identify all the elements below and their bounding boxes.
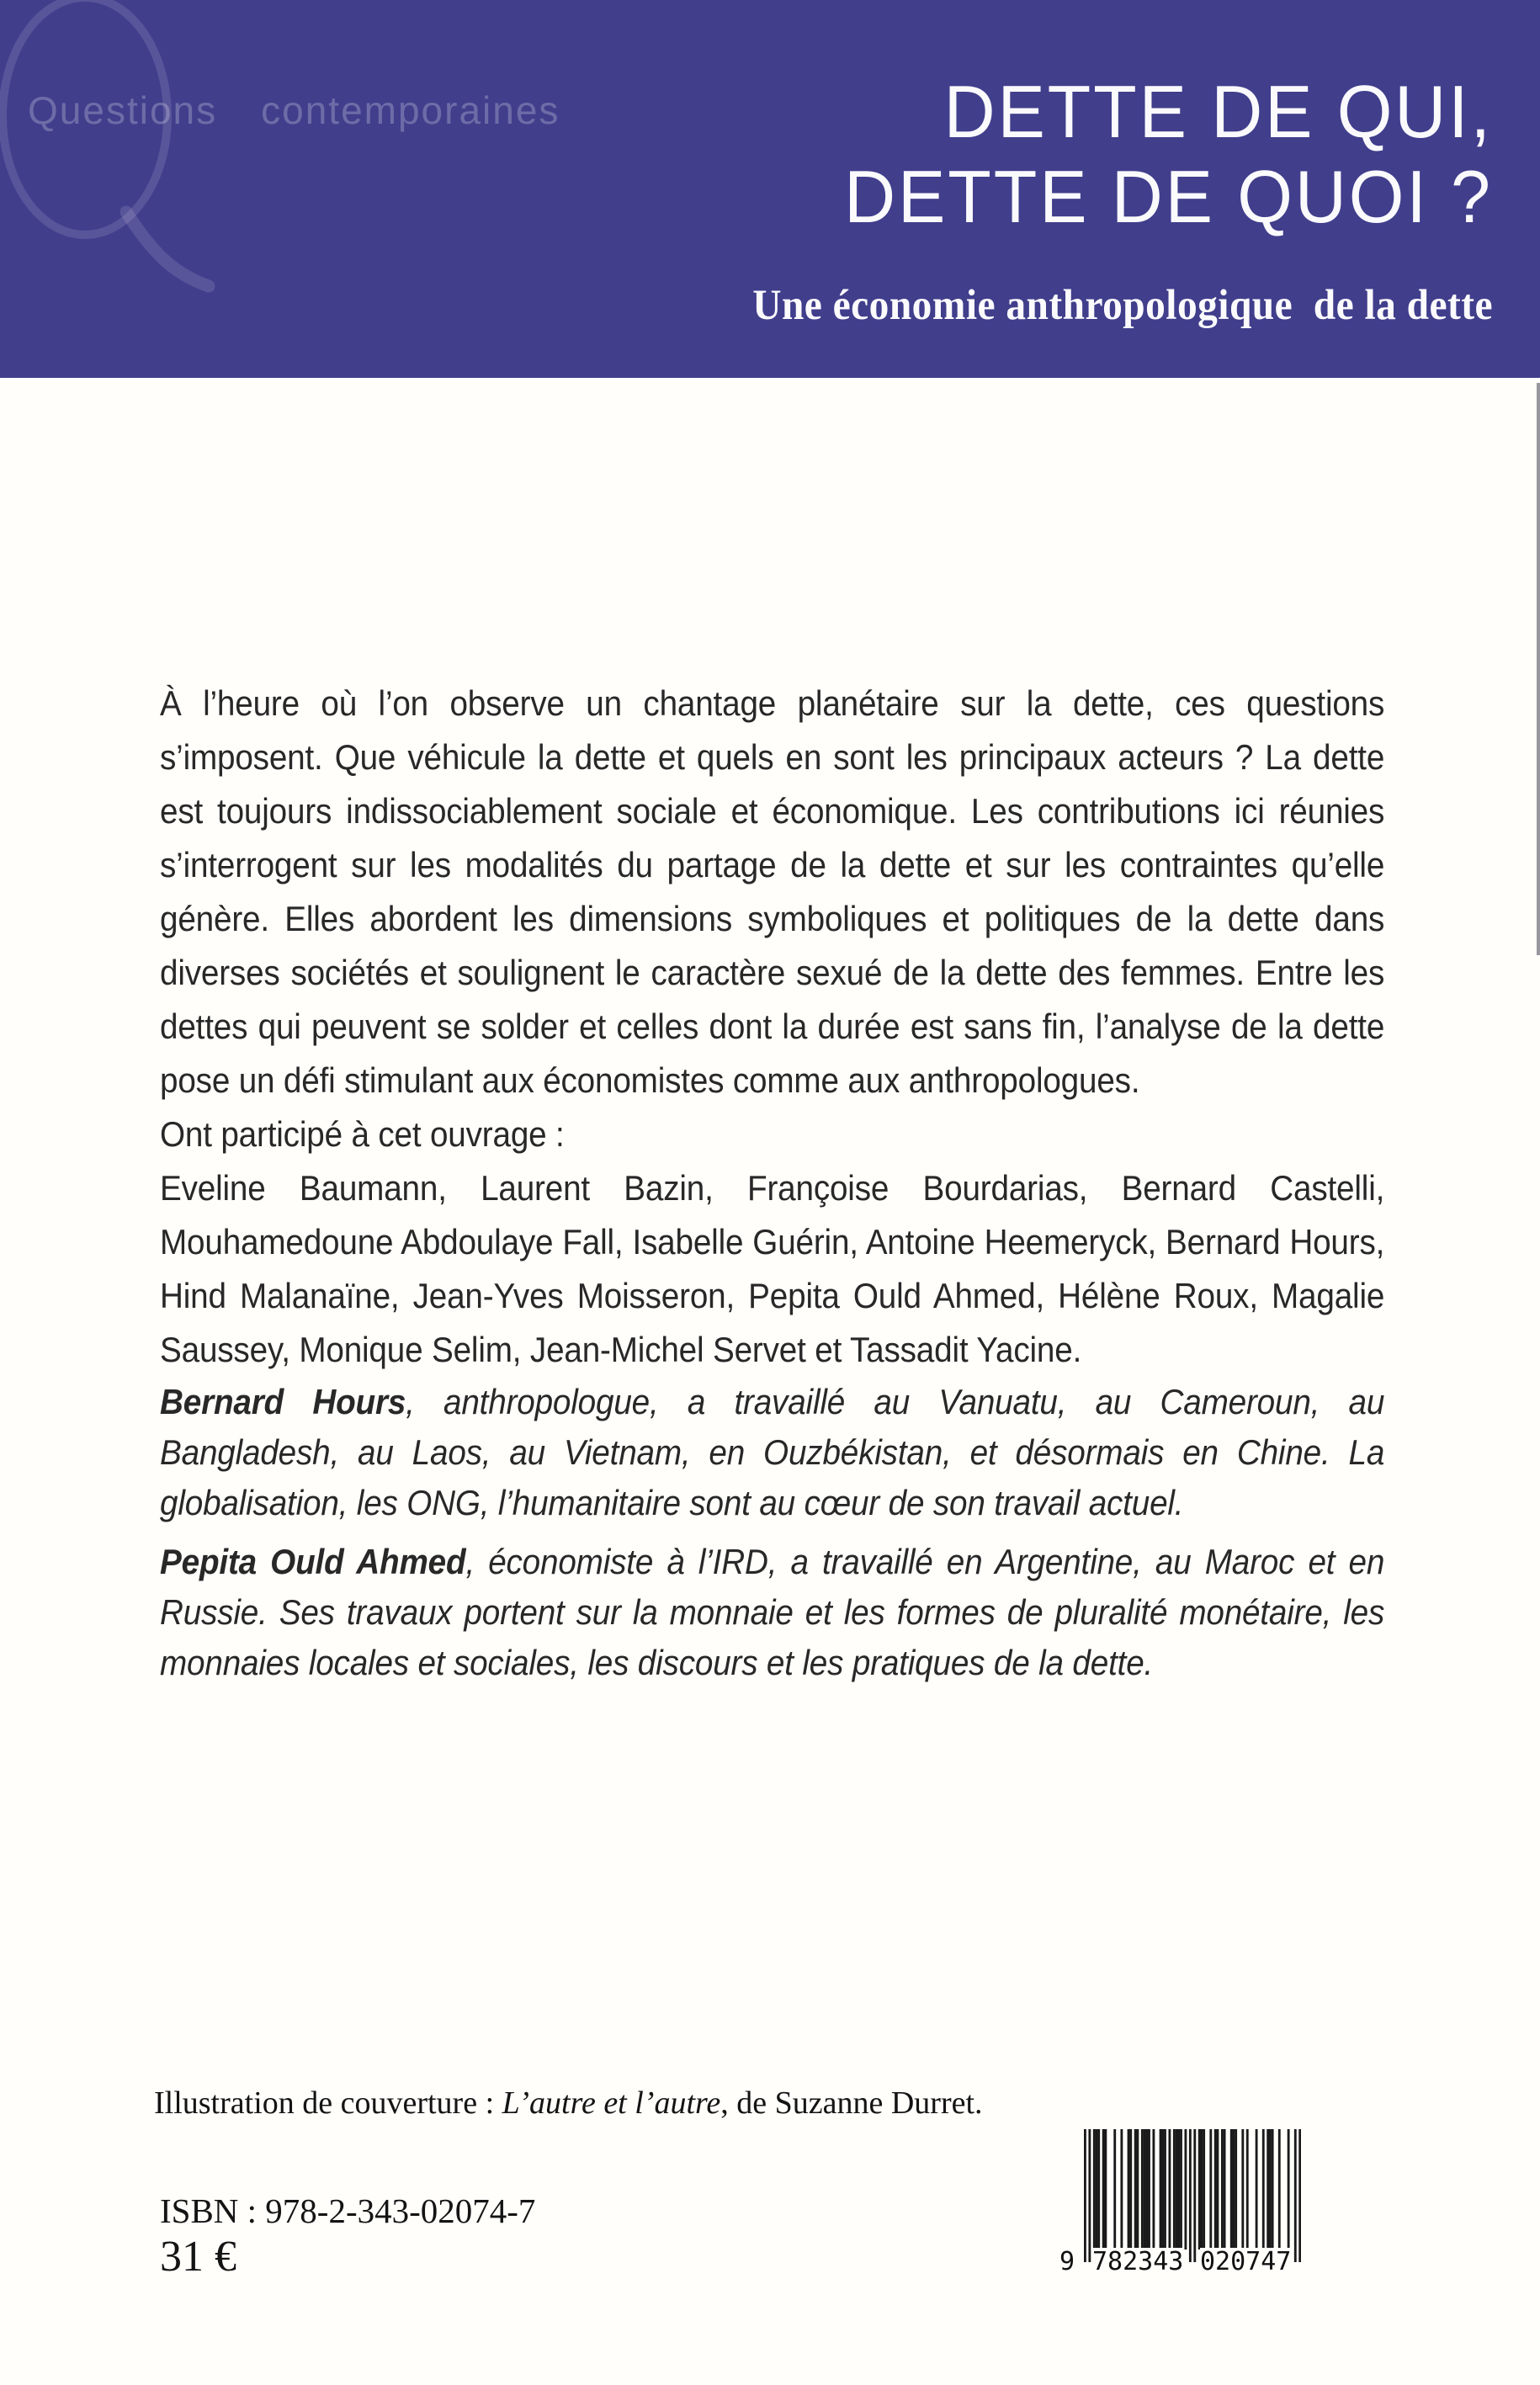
back-cover-text [160,677,1384,1688]
book-title [817,69,1493,239]
author-bio-1 [160,1377,1384,1528]
ean13-barcode [1054,2129,1307,2281]
banner [0,0,1540,378]
contributors-heading: Ont participé à cet ouvrage : [160,1114,565,1154]
book-title-line-2: DETTE DE QUOI ? [844,155,1493,238]
collection-word-2: contemporaines [261,88,560,132]
barcode-digit-lead: 9 [1059,2247,1075,2276]
book-title-line-1: DETTE DE QUI, [943,70,1493,153]
price-text: 31 € [160,2233,236,2281]
illustration-credit-suffix: , de Suzanne Durret. [720,2085,983,2121]
q-logo-icon [0,0,269,353]
book-subtitle: Une économie anthropologique de la dette [752,282,1493,329]
author-bio-1-text: , anthropologue, a travaillé au Vanuatu, au Cameroun, au Bangladesh, au Laos, au Vietnam, en Ouzbékistan, et désormais en Chine. La globalisation, les ONG, l’humanitaire sont au cœur de son travail actuel. [160,1382,1385,1522]
author-bio-2-name: Pepita Ould Ahmed [160,1542,466,1581]
illustration-credit-title: L’autre et l’autre [502,2085,721,2121]
scan-edge-artifact [1537,383,1540,955]
barcode-digits-group-2: 020747 [1200,2247,1292,2276]
illustration-credit-prefix: Illustration de couverture : [154,2085,502,2121]
barcode-digits-group-1: 782343 [1092,2247,1184,2276]
contributors-list: Eveline Baumann, Laurent Bazin, Françoise Bourdarias, Bernard Castelli, Mouhamedoune Abdoulaye Fall, Isabelle Guérin, Antoine Heemeryck, Bernard Hours, Hind Malanaïne, Jean-Yves Moisseron, Pepita Ould Ahmed, Hélène Roux, Magalie Saussey, Monique Selim, Jean-Michel Servet et Tassadit Yacine. [160,1168,1385,1369]
collection-logo-text [28,88,560,133]
isbn-text: ISBN : 978-2-343-02074-7 [160,2191,536,2230]
author-bio-2-text: , économiste à l’IRD, a travaillé en Argentine, au Maroc et en Russie. Ses travaux portent sur la monnaie et les formes de pluralité monétaire, les monnaies locales et sociales, les discours et les pratiques de la dette. [160,1542,1385,1682]
barcode-bars [1084,2129,1301,2262]
collection-word-1: Questions [28,88,218,132]
author-bio-1-name: Bernard Hours [160,1382,406,1421]
blurb-paragraph: À l’heure où l’on observe un chantage planétaire sur la dette, ces questions s’imposent. Que véhicule la dette et quels en sont les principaux acteurs ? La dette est toujours indissociablement sociale et économique. Les contributions ici réunies s’interrogent sur les modalités du partage de la dette et sur les contraintes qu’elle génère. Elles abordent les dimensions symboliques et politiques de la dette dans diverses sociétés et soulignent le caractère sexué de la dette des femmes. Entre les dettes qui peuvent se solder et celles dont la durée est sans fin, l’analyse de la dette pose un défi stimulant aux économistes comme aux anthropologues. [160,683,1385,1100]
author-bio-2 [160,1537,1384,1688]
cover-illustration-credit [154,2085,983,2122]
